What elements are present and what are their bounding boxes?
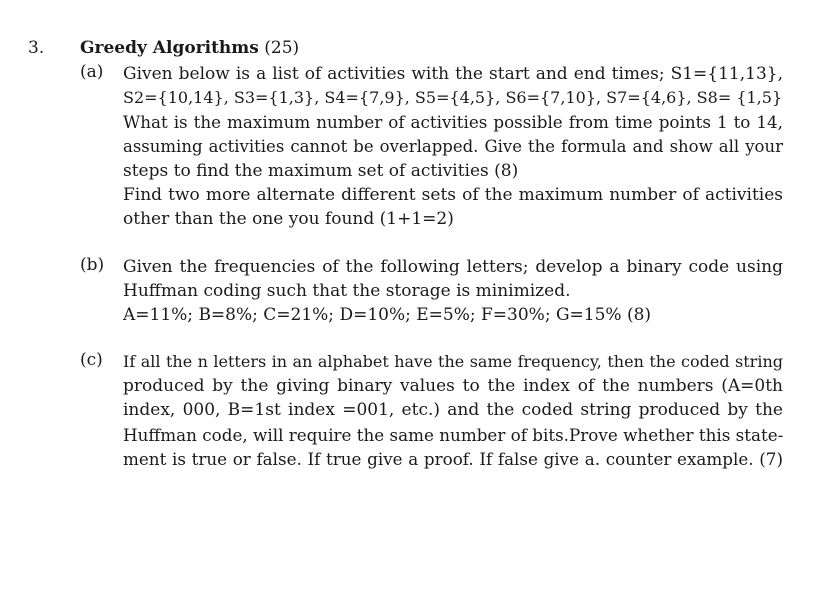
part-c-body: [123, 350, 783, 471]
part-c-line: Huffman code, will require the same number of bits.Prove whether this state-: [123, 424, 784, 445]
question-points: (25): [264, 38, 300, 58]
part-c-line: produced by the giving binary values to the index of the numbers (A=0th: [123, 376, 783, 397]
part-b-label: (b): [80, 255, 105, 275]
part-c-label: (c): [80, 350, 103, 370]
part-c-line: If all the n letters in an alphabet have the same frequency, then the coded string: [123, 352, 783, 371]
part-a-line: assuming activities cannot be overlapped. Give the formula and show all your: [123, 136, 783, 156]
part-c: [80, 350, 784, 480]
part-b: [80, 255, 784, 335]
question-number: 3.: [28, 38, 45, 58]
part-b-body: [123, 255, 783, 328]
question-heading: [80, 38, 299, 58]
question-title: Greedy Algorithms: [80, 38, 259, 58]
part-b-line: Given the frequencies of the following letters; develop a binary code using: [123, 257, 783, 277]
part-a-body: [123, 62, 783, 231]
part-a-line: S2={10,14}, S3={1,3}, S4={7,9}, S5={4,5}, S6={7,10}, S7={4,6}, S8= {1,5}: [123, 88, 783, 108]
part-c-line: ment is true or false. If true give a proof. If false give a. counter example. (7): [123, 448, 783, 469]
part-b-line: Huffman coding such that the storage is minimized.: [123, 281, 571, 302]
part-a-line: What is the maximum number of activities possible from time points 1 to 14,: [123, 112, 783, 133]
part-a-line: steps to find the maximum set of activities (8): [123, 160, 519, 181]
part-a-label: (a): [80, 62, 104, 82]
part-a-line: Given below is a list of activities with the start and end times; S1={11,13},: [123, 64, 783, 84]
part-a-line: Find two more alternate different sets of the maximum number of activities: [123, 185, 783, 206]
part-b-line: A=11%; B=8%; C=21%; D=10%; E=5%; F=30%; G=15% (8): [123, 305, 652, 326]
part-a-line: other than the one you found (1+1=2): [123, 209, 454, 230]
part-a: [80, 62, 784, 232]
part-c-line: index, 000, B=1st index =001, etc.) and the coded string produced by the: [123, 400, 783, 421]
